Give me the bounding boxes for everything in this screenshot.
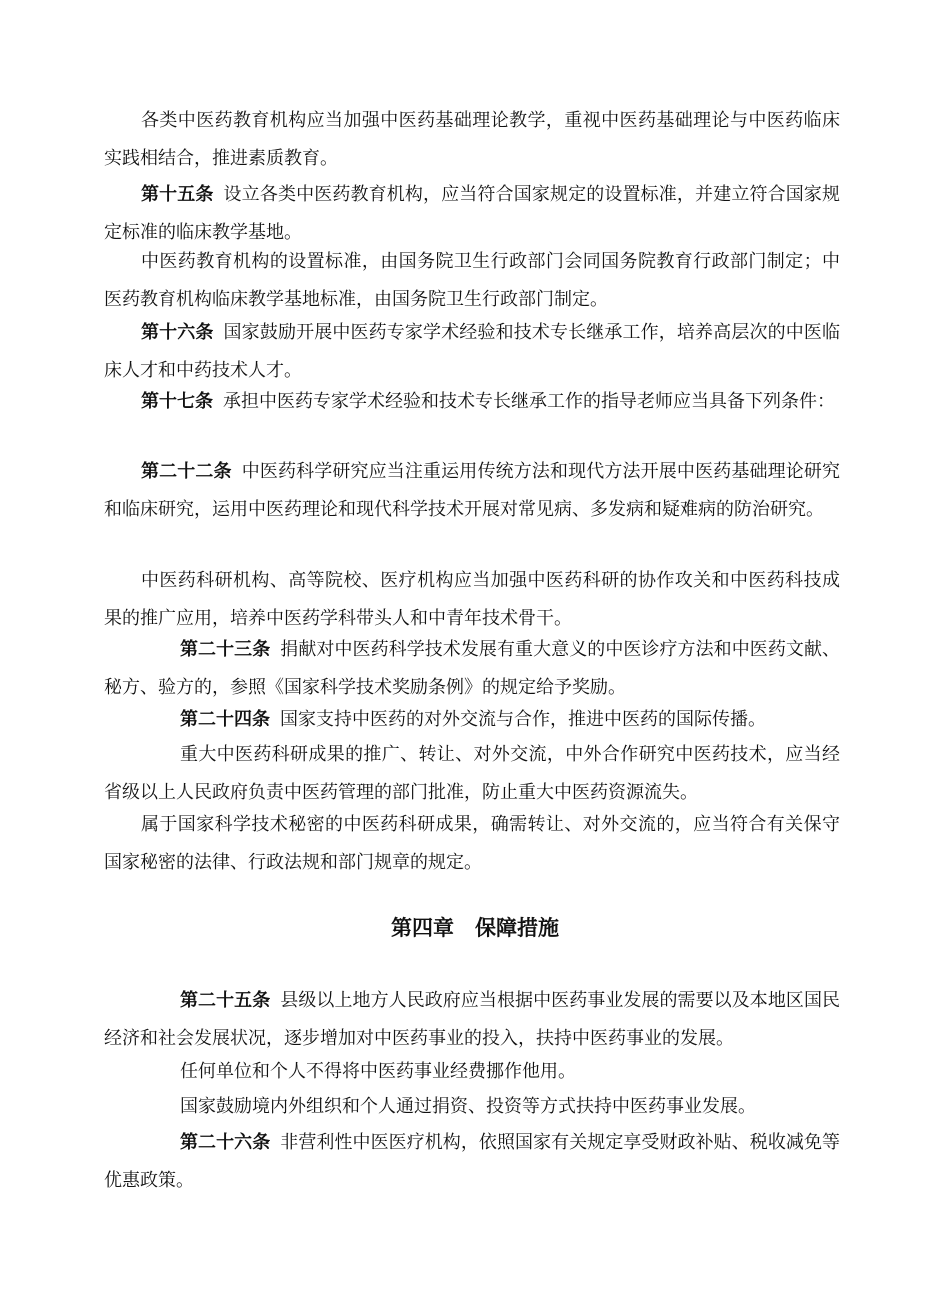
- paragraph: [104, 453, 840, 529]
- paragraph-text: 承担中医药专家学术经验和技术专长继承工作的指导老师应当具备下列条件：: [223, 391, 835, 412]
- article-number: 第二十三条: [180, 639, 271, 660]
- paragraph-text: 国家鼓励开展中医药专家学术经验和技术专长继承工作，培养高层次的中医临床人才和中药技术人才。: [104, 322, 841, 381]
- paragraph: [104, 631, 840, 707]
- article-number: 第十六条: [141, 322, 214, 343]
- paragraph-text: 中医药科研机构、高等院校、医疗机构应当加强中医药科研的协作攻关和中医药科技成果的推广应用，培养中医药学科带头人和中青年技术骨干。: [104, 570, 840, 629]
- paragraph: [104, 806, 840, 882]
- paragraph-text: 国家鼓励境内外组织和个人通过捐资、投资等方式扶持中医药事业发展。: [180, 1096, 756, 1117]
- article-number: 第十七条: [141, 391, 213, 412]
- paragraph: [104, 1053, 840, 1091]
- article-number: 第十五条: [141, 184, 214, 205]
- paragraph-text: 各类中医药教育机构应当加强中医药基础理论教学，重视中医药基础理论与中医药临床实践相结合，推进素质教育。: [104, 110, 840, 169]
- article-number: 第二十六条: [180, 1132, 271, 1153]
- article-number: 第二十二条: [141, 461, 232, 482]
- paragraph: [104, 982, 840, 1058]
- paragraph: [104, 314, 840, 390]
- paragraph: [104, 1124, 840, 1200]
- paragraph: [104, 176, 840, 252]
- paragraph-text: 中医药科学研究应当注重运用传统方法和现代方法开展中医药基础理论研究和临床研究，运用中医药理论和现代科学技术开展对常见病、多发病和疑难病的防治研究。: [104, 461, 841, 520]
- article-number: 第二十四条: [180, 709, 270, 730]
- chapter-heading: 第四章 保障措施: [391, 916, 559, 940]
- paragraph-text: 国家支持中医药的对外交流与合作，推进中医药的国际传播。: [280, 709, 766, 730]
- article-number: 第二十五条: [180, 990, 271, 1011]
- paragraph: [104, 383, 840, 421]
- paragraph: [104, 102, 840, 178]
- paragraph-text: 重大中医药科研成果的推广、转让、对外交流，中外合作研究中医药技术，应当经省级以上人民政府负责中医药管理的部门批准，防止重大中医药资源流失。: [104, 744, 840, 803]
- paragraph-text: 捐献对中医药科学技术发展有重大意义的中医诊疗方法和中医药文献、秘方、验方的，参照《国家科学技术奖励条例》的规定给予奖励。: [104, 639, 841, 698]
- paragraph-text: 任何单位和个人不得将中医药事业经费挪作他用。: [180, 1061, 576, 1082]
- paragraph-text: 设立各类中医药教育机构，应当符合国家规定的设置标准，并建立符合国家规定标准的临床教学基地。: [104, 184, 841, 243]
- paragraph: [104, 736, 840, 812]
- paragraph: [104, 562, 840, 638]
- paragraph: [104, 1088, 840, 1126]
- paragraph-text: 非营利性中医医疗机构，依照国家有关规定享受财政补贴、税收减免等优惠政策。: [104, 1132, 841, 1191]
- paragraph-text: 中医药教育机构的设置标准，由国务院卫生行政部门会同国务院教育行政部门制定；中医药教育机构临床教学基地标准，由国务院卫生行政部门制定。: [104, 251, 840, 310]
- paragraph-text: 县级以上地方人民政府应当根据中医药事业发展的需要以及本地区国民经济和社会发展状况，逐步增加对中医药事业的投入，扶持中医药事业的发展。: [104, 990, 841, 1049]
- paragraph: [104, 243, 840, 319]
- paragraph: [104, 701, 840, 739]
- paragraph-text: 属于国家科学技术秘密的中医药科研成果，确需转让、对外交流的，应当符合有关保守国家秘密的法律、行政法规和部门规章的规定。: [104, 814, 840, 873]
